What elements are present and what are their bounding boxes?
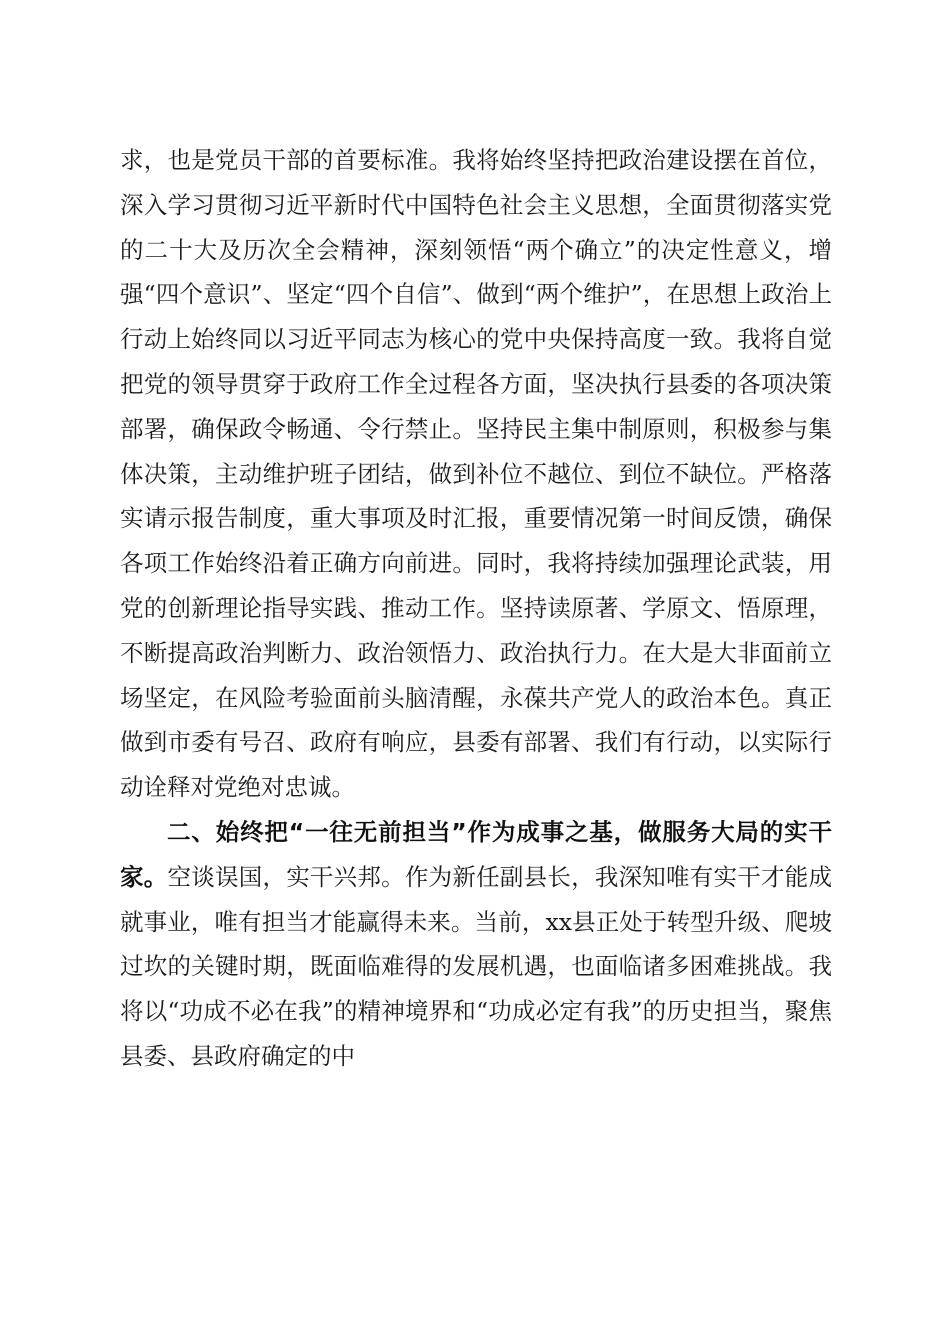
paragraph-section-2 xyxy=(120,810,832,1079)
document-body xyxy=(120,138,832,1079)
section-body: 空谈误国，实干兴邦。作为新任副县长，我深知唯有实干才能成就事业，唯有担当才能赢得未来。当前，xx县正处于转型升级、爬坡过坎的关键时期，既面临难得的发展机遇，也面临诸多困难挑战。我将以“功成不必在我”的精神境界和“功成必定有我”的历史担当，聚焦县委、县政府确定的中 xyxy=(120,862,833,1070)
section-heading: 二、始终把“一往无前担当”作为成事之基，做服务大局的实干家。 xyxy=(120,817,832,891)
paragraph-continued: 求，也是党员干部的首要标准。我将始终坚持把政治建设摆在首位，深入学习贯彻习近平新时代中国特色社会主义思想，全面贯彻落实党的二十大及历次全会精神，深刻领悟“两个确立”的决定性意义，增强“四个意识”、坚定“四个自信”、做到“两个维护”，在思想上政治上行动上始终同以习近平同志为核心的党中央保持高度一致。我将自觉把党的领导贯穿于政府工作全过程各方面，坚决执行县委的各项决策部署，确保政令畅通、令行禁止。坚持民主集中制原则，积极参与集体决策，主动维护班子团结，做到补位不越位、到位不缺位。严格落实请示报告制度，重大事项及时汇报，重要情况第一时间反馈，确保各项工作始终沿着正确方向前进。同时，我将持续加强理论武装，用党的创新理论指导实践、推动工作。坚持读原著、学原文、悟原理，不断提高政治判断力、政治领悟力、政治执行力。在大是大非面前立场坚定，在风险考验面前头脑清醒，永葆共产党人的政治本色。真正做到市委有号召、政府有响应，县委有部署、我们有行动，以实际行动诠释对党绝对忠诚。 xyxy=(120,146,832,802)
